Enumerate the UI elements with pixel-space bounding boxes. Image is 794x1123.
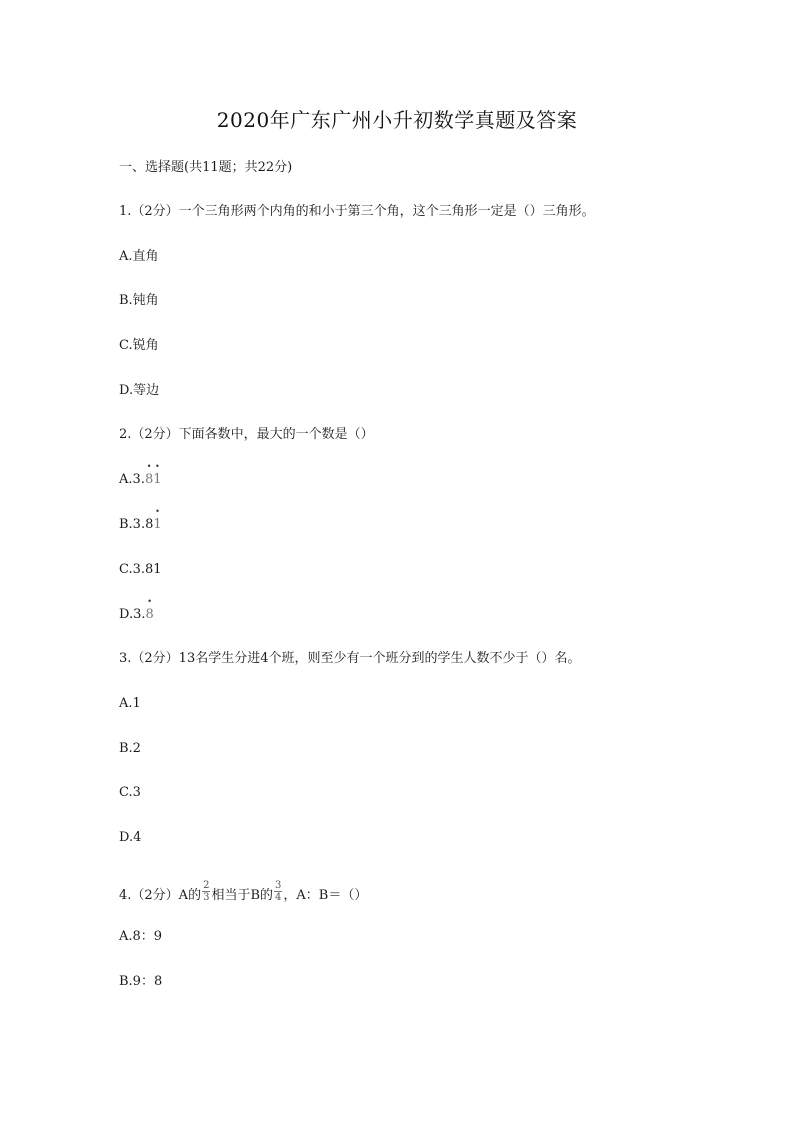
q2-option-d-repeating-digit: • 8 — [146, 607, 154, 623]
q3-option-a: A.1 — [119, 696, 141, 711]
q2-option-a-repeating-digit-2: • 1 — [153, 472, 161, 488]
q2-option-d-prefix: D.3. — [119, 607, 146, 622]
fraction-three-quarters — [274, 880, 282, 903]
q3-option-d: D.4 — [119, 830, 142, 845]
q4-option-a: A.8：9 — [119, 929, 163, 944]
q2-option-a-prefix: A.3. — [119, 472, 145, 487]
q4-stem-part-1: 4.（2分）A的 — [119, 888, 202, 903]
q1-option-b: B.钝角 — [119, 293, 159, 308]
fraction-1-denominator: 3 — [203, 892, 210, 903]
q2-option-b-repeating-digit: • 1 — [153, 517, 161, 533]
question-3-stem: 3.（2分）13名学生分进4个班，则至少有一个班分到的学生人数不少于（）名。 — [119, 651, 581, 666]
q2-option-b — [119, 517, 162, 533]
question-1-stem: 1.（2分）一个三角形两个内角的和小于第三个角，这个三角形一定是（）三角形。 — [119, 204, 595, 219]
q1-option-a: A.直角 — [119, 249, 159, 264]
q1-option-c: C.锐角 — [119, 338, 159, 353]
q3-option-c: C.3 — [119, 785, 141, 800]
fraction-1-numerator: 2 — [203, 880, 210, 891]
q2-option-d — [119, 607, 154, 623]
question-4-stem — [119, 880, 368, 907]
q2-option-a-repeating-digit-1: • 8 — [145, 472, 153, 488]
fraction-2-numerator: 3 — [275, 880, 282, 891]
q2-option-a — [119, 472, 162, 488]
q4-option-b: B.9：8 — [119, 974, 163, 989]
q1-option-d: D.等边 — [119, 383, 160, 398]
q2-option-b-prefix: B.3.8 — [119, 517, 154, 532]
q3-option-b: B.2 — [119, 741, 141, 756]
question-2-stem: 2.（2分）下面各数中，最大的一个数是（） — [119, 427, 374, 442]
q4-stem-part-2: 相当于B的 — [211, 888, 274, 903]
section-heading: 一、选择题(共11题；共22分) — [119, 160, 293, 175]
page-title: 2020年广东广州小升初数学真题及答案 — [216, 108, 578, 132]
fraction-2-denominator: 4 — [275, 892, 282, 903]
q4-stem-part-3: ，A：B＝（） — [283, 888, 368, 903]
q2-option-c: C.3.81 — [119, 562, 162, 577]
fraction-two-thirds — [202, 880, 210, 903]
